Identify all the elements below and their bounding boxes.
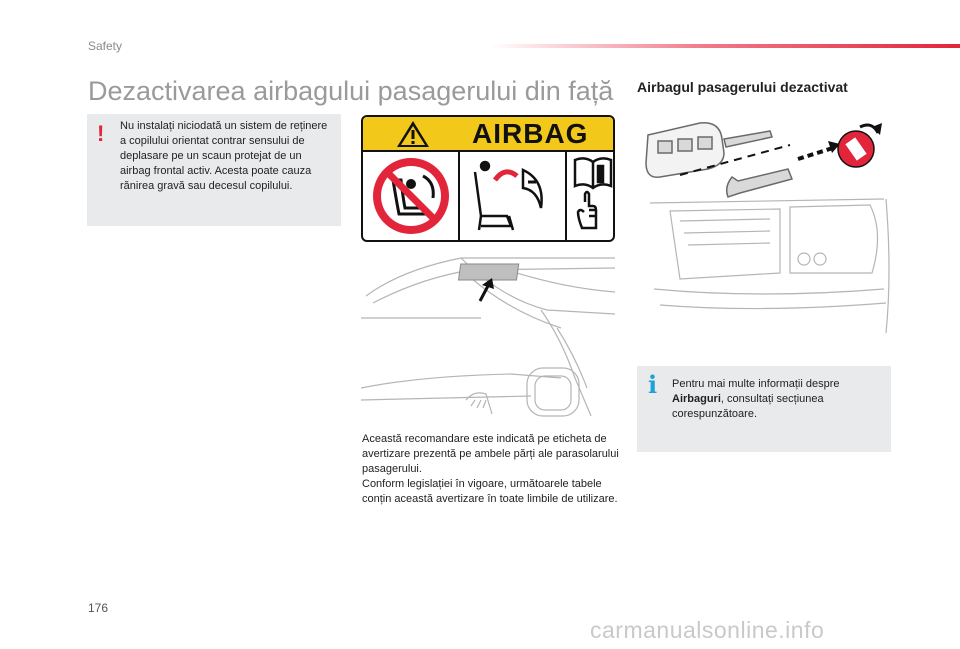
warning-text: Nu instalați niciodată un sistem de reținere a copilului orientat contrar sensului de deplasare pe un scaun protejat de un airbag frontal activ. Acesta poate cauza rănirea gravă sau decesul copilului. (120, 120, 328, 192)
glovebox-key-illustration (640, 113, 892, 335)
exclamation-icon: ! (97, 121, 105, 146)
key-icon (727, 169, 792, 197)
warning-triangle-icon (393, 117, 433, 150)
watermark: carmanualsonline.info (590, 617, 825, 643)
info-text-after: , consultați secțiunea corespunzătoare. (672, 393, 824, 420)
description-line-2: Conform legislației în vigoare, următoarele tabele conțin această avertizare în toate limbile de utilizare. (362, 478, 618, 505)
airbag-warning-label (361, 115, 615, 242)
label-pictograms (363, 150, 613, 242)
key-fob-icon (646, 123, 772, 177)
section-label: Safety (88, 39, 123, 53)
sun-visor-illustration (361, 248, 619, 418)
seat-airbag-icon (475, 162, 542, 230)
header-accent-line (490, 44, 960, 48)
page-title: Dezactivarea airbagului pasagerului din față (88, 76, 614, 106)
info-text (672, 377, 882, 422)
airbag-word: AIRBAG (472, 118, 589, 149)
pointing-hand-icon (578, 192, 597, 228)
info-icon: i (648, 370, 658, 399)
page-number: 176 (88, 601, 109, 615)
section-heading-airbag-deactivated: Airbagul pasagerului dezactivat (637, 79, 848, 95)
no-child-seat-icon (373, 158, 449, 234)
info-text-bold: Airbaguri (672, 393, 721, 405)
label-yellow-band (363, 117, 613, 152)
airbag-switch-icon (838, 131, 874, 167)
description-text (362, 432, 620, 507)
info-text-before: Pentru mai multe informații despre (672, 378, 840, 390)
manual-book-icon (575, 158, 611, 188)
description-line-1: Această recomandare este indicată pe eticheta de avertizare prezentă pe ambele părți ale parasolarului pasagerului. (362, 433, 619, 475)
